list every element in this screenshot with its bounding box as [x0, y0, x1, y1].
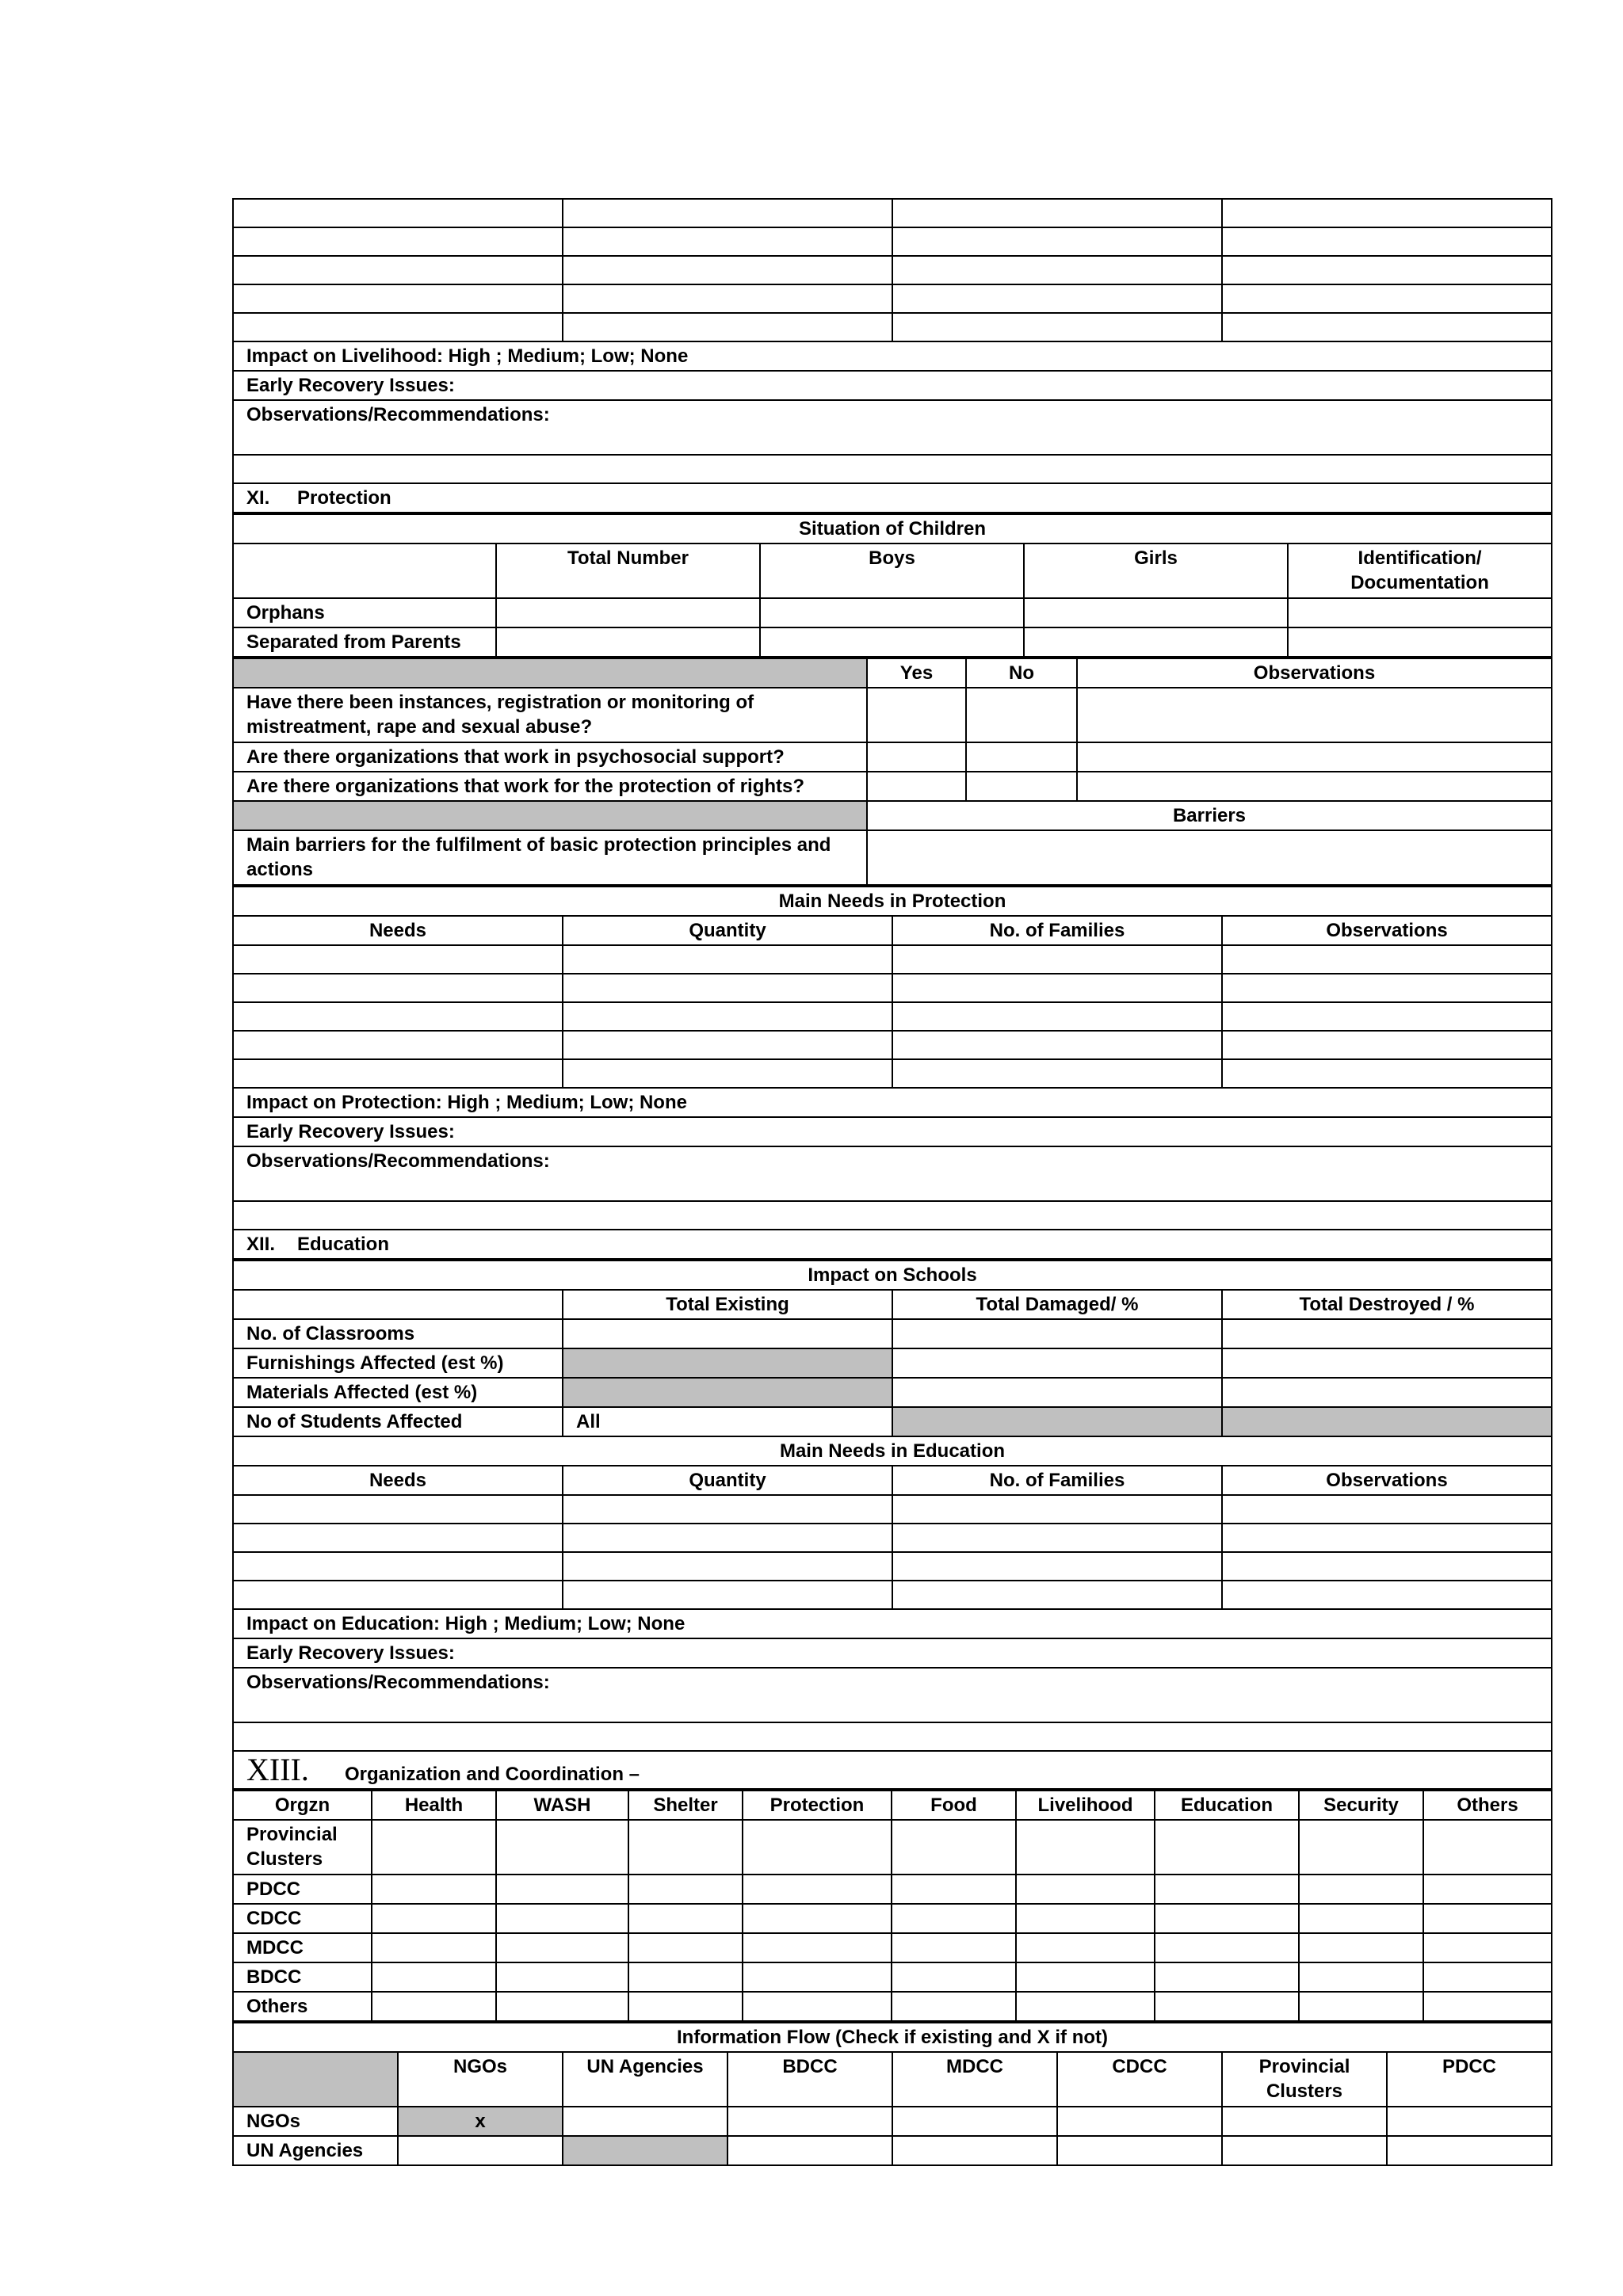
- assessment-form-sheet: [232, 198, 1551, 2166]
- table-cell[interactable]: [743, 1992, 892, 2021]
- table-cell[interactable]: [372, 1820, 496, 1875]
- table-cell[interactable]: [892, 1820, 1016, 1875]
- table-cell[interactable]: [1016, 1820, 1155, 1875]
- table-cell[interactable]: [1299, 1992, 1423, 2021]
- bdcc-header: BDCC: [727, 2052, 892, 2107]
- section-title: Protection: [297, 487, 391, 509]
- protection-header: Protection: [743, 1791, 892, 1820]
- bdcc-label: BDCC: [233, 1962, 372, 1992]
- coordination-table: [232, 1790, 1552, 2022]
- question-psychosocial: Are there organizations that work in psychosocial support?: [233, 742, 867, 772]
- observations-header: Observations: [1222, 1466, 1552, 1495]
- blank-row: [233, 455, 1552, 483]
- table-cell[interactable]: [1222, 1002, 1552, 1031]
- table-cell[interactable]: [233, 1581, 563, 1609]
- total-number-header: Total Number: [496, 543, 760, 598]
- health-header: Health: [372, 1791, 496, 1820]
- classrooms-label: No. of Classrooms: [233, 1319, 563, 1348]
- table-cell[interactable]: [372, 1875, 496, 1904]
- table-cell[interactable]: [743, 1933, 892, 1962]
- table-cell[interactable]: [563, 1059, 892, 1088]
- table-cell[interactable]: [892, 1031, 1222, 1059]
- table-cell[interactable]: [1024, 627, 1288, 657]
- section-title: Education: [297, 1234, 390, 1255]
- table-cell[interactable]: [233, 945, 563, 974]
- students-label: No of Students Affected: [233, 1407, 563, 1436]
- table-cell[interactable]: [760, 598, 1024, 627]
- children-title: Situation of Children: [233, 514, 1552, 543]
- table-cell[interactable]: [563, 256, 892, 284]
- separated-label: Separated from Parents: [233, 627, 496, 657]
- table-cell[interactable]: [563, 1524, 892, 1552]
- observations-header: Observations: [1077, 658, 1552, 688]
- orgzn-header: Orgzn: [233, 1791, 372, 1820]
- table-cell[interactable]: [233, 1524, 563, 1552]
- table-cell[interactable]: [1222, 1031, 1552, 1059]
- table-cell[interactable]: [892, 1524, 1222, 1552]
- education-needs-title: Main Needs in Education: [233, 1436, 1552, 1466]
- table-cell[interactable]: [743, 1875, 892, 1904]
- question-rights: Are there organizations that work for the protection of rights?: [233, 772, 867, 801]
- others-label: Others: [233, 1992, 372, 2021]
- table-cell[interactable]: [1299, 1820, 1423, 1875]
- total-existing-header: Total Existing: [563, 1290, 892, 1319]
- un-agencies-row-label: UN Agencies: [233, 2136, 398, 2165]
- protection-needs-table: [232, 886, 1552, 1260]
- shaded-cell: [563, 1348, 892, 1378]
- table-cell[interactable]: [563, 2107, 727, 2136]
- provincial-clusters-label: Provincial Clusters: [233, 1820, 372, 1875]
- table-cell[interactable]: [496, 1875, 628, 1904]
- table-cell[interactable]: [892, 1875, 1016, 1904]
- table-cell[interactable]: [1288, 598, 1552, 627]
- wash-header: WASH: [496, 1791, 628, 1820]
- needs-header: Needs: [233, 916, 563, 945]
- table-cell[interactable]: [892, 974, 1222, 1002]
- table-cell[interactable]: [966, 772, 1077, 801]
- table-cell[interactable]: [1299, 1933, 1423, 1962]
- table-cell[interactable]: [1222, 1495, 1552, 1524]
- shelter-header: Shelter: [628, 1791, 743, 1820]
- table-cell[interactable]: [966, 688, 1077, 742]
- education-impact: Impact on Education: High ; Medium; Low; None: [233, 1609, 1552, 1638]
- table-cell[interactable]: [892, 1552, 1222, 1581]
- coordination-section-heading: [233, 1751, 1552, 1789]
- table-cell[interactable]: [1387, 2107, 1552, 2136]
- table-cell[interactable]: [1299, 1904, 1423, 1933]
- table-cell[interactable]: [1155, 1962, 1299, 1992]
- table-cell[interactable]: [1222, 284, 1552, 313]
- table-cell[interactable]: [1155, 1933, 1299, 1962]
- table-cell[interactable]: [233, 1002, 563, 1031]
- section-number: XIII.: [246, 1752, 309, 1787]
- table-cell[interactable]: [1222, 974, 1552, 1002]
- table-cell[interactable]: [233, 1059, 563, 1088]
- table-cell[interactable]: [372, 1904, 496, 1933]
- table-cell[interactable]: [563, 974, 892, 1002]
- provincial-clusters-header: Provincial Clusters: [1222, 2052, 1387, 2107]
- table-cell[interactable]: [892, 1348, 1222, 1378]
- table-cell[interactable]: [867, 830, 1552, 885]
- table-cell[interactable]: [1222, 945, 1552, 974]
- table-cell[interactable]: [743, 1904, 892, 1933]
- table-cell[interactable]: [1016, 1962, 1155, 1992]
- children-table: [232, 513, 1552, 658]
- shaded-cell: [892, 1407, 1222, 1436]
- blank-row: [233, 1722, 1552, 1751]
- table-cell[interactable]: [628, 1820, 743, 1875]
- table-cell[interactable]: [1155, 1820, 1299, 1875]
- table-cell[interactable]: [867, 772, 966, 801]
- protection-observations: Observations/Recommendations:: [233, 1146, 1552, 1201]
- table-cell[interactable]: [563, 1581, 892, 1609]
- table-cell[interactable]: [1077, 772, 1552, 801]
- blank-header-cell: [233, 543, 496, 598]
- table-cell[interactable]: [892, 1002, 1222, 1031]
- table-cell[interactable]: [398, 2136, 563, 2165]
- pdcc-header: PDCC: [1387, 2052, 1552, 2107]
- total-destroyed-header: Total Destroyed / %: [1222, 1290, 1552, 1319]
- table-cell[interactable]: [1288, 627, 1552, 657]
- table-cell[interactable]: [892, 1059, 1222, 1088]
- table-cell[interactable]: [1016, 1992, 1155, 2021]
- ngos-row-label: NGOs: [233, 2107, 398, 2136]
- quantity-header: Quantity: [563, 1466, 892, 1495]
- education-header: Education: [1155, 1791, 1299, 1820]
- question-abuse: Have there been instances, registration or monitoring of mistreatment, rape and sexual abuse?: [233, 688, 867, 742]
- table-cell[interactable]: [372, 1962, 496, 1992]
- table-cell[interactable]: [563, 1002, 892, 1031]
- education-section-heading: [233, 1230, 1552, 1259]
- table-cell[interactable]: [1222, 1348, 1552, 1378]
- table-cell[interactable]: [892, 284, 1222, 313]
- table-cell[interactable]: [1423, 1933, 1552, 1962]
- girls-header: Girls: [1024, 543, 1288, 598]
- needs-header: Needs: [233, 1466, 563, 1495]
- families-header: No. of Families: [892, 1466, 1222, 1495]
- table-cell[interactable]: [1423, 1992, 1552, 2021]
- table-cell[interactable]: [1222, 1524, 1552, 1552]
- table-cell[interactable]: [867, 688, 966, 742]
- schools-title: Impact on Schools: [233, 1261, 1552, 1290]
- table-cell[interactable]: [1222, 256, 1552, 284]
- table-cell[interactable]: [1077, 742, 1552, 772]
- table-cell[interactable]: [743, 1820, 892, 1875]
- cdcc-header: CDCC: [1057, 2052, 1222, 2107]
- table-cell[interactable]: [496, 1933, 628, 1962]
- table-cell[interactable]: [1024, 598, 1288, 627]
- table-cell[interactable]: [628, 1904, 743, 1933]
- boys-header: Boys: [760, 543, 1024, 598]
- table-cell[interactable]: [1222, 227, 1552, 256]
- table-cell[interactable]: [496, 1992, 628, 2021]
- mdcc-label: MDCC: [233, 1933, 372, 1962]
- section-number: XII.: [246, 1234, 276, 1255]
- table-cell[interactable]: [233, 199, 563, 227]
- ngos-header: NGOs: [398, 2052, 563, 2107]
- table-cell[interactable]: [892, 1378, 1222, 1407]
- blank-row: [233, 1201, 1552, 1230]
- table-cell[interactable]: [563, 945, 892, 974]
- table-cell[interactable]: [1155, 1992, 1299, 2021]
- table-cell[interactable]: [628, 1962, 743, 1992]
- shaded-cell: [233, 801, 867, 830]
- table-cell[interactable]: [1222, 2136, 1387, 2165]
- table-cell[interactable]: [563, 284, 892, 313]
- section-number: XI.: [246, 487, 270, 509]
- table-cell[interactable]: [233, 227, 563, 256]
- table-cell[interactable]: [233, 1495, 563, 1524]
- table-cell[interactable]: [563, 1495, 892, 1524]
- protection-questions-table: [232, 658, 1552, 886]
- table-cell[interactable]: [1222, 313, 1552, 341]
- pdcc-label: PDCC: [233, 1875, 372, 1904]
- table-cell[interactable]: [1222, 2107, 1387, 2136]
- table-cell[interactable]: [1057, 2107, 1222, 2136]
- table-cell[interactable]: [892, 945, 1222, 974]
- cdcc-label: CDCC: [233, 1904, 372, 1933]
- table-cell[interactable]: [628, 1992, 743, 2021]
- table-cell[interactable]: [966, 742, 1077, 772]
- table-cell[interactable]: [1155, 1875, 1299, 1904]
- quantity-header: Quantity: [563, 916, 892, 945]
- un-agencies-header: UN Agencies: [563, 2052, 727, 2107]
- table-cell[interactable]: [372, 1933, 496, 1962]
- table-cell[interactable]: [1299, 1875, 1423, 1904]
- education-observations: Observations/Recommendations:: [233, 1668, 1552, 1722]
- shaded-cell: [563, 2136, 727, 2165]
- table-cell[interactable]: [1222, 199, 1552, 227]
- others-header: Others: [1423, 1791, 1552, 1820]
- protection-impact: Impact on Protection: High ; Medium; Low; None: [233, 1088, 1552, 1117]
- table-cell[interactable]: [496, 627, 760, 657]
- table-cell[interactable]: [892, 199, 1222, 227]
- table-cell[interactable]: [628, 1933, 743, 1962]
- table-cell[interactable]: [1299, 1962, 1423, 1992]
- table-cell[interactable]: [727, 2136, 892, 2165]
- table-cell[interactable]: [892, 2107, 1057, 2136]
- table-cell[interactable]: [1222, 1319, 1552, 1348]
- table-cell[interactable]: [233, 284, 563, 313]
- table-cell[interactable]: [563, 199, 892, 227]
- table-cell[interactable]: [233, 974, 563, 1002]
- education-table: [232, 1260, 1552, 1790]
- table-cell[interactable]: [892, 1962, 1016, 1992]
- table-cell[interactable]: [628, 1875, 743, 1904]
- livelihood-impact: Impact on Livelihood: High ; Medium; Low; None: [233, 341, 1552, 371]
- table-cell[interactable]: [563, 1031, 892, 1059]
- info-flow-title: Information Flow (Check if existing and X if not): [233, 2023, 1552, 2052]
- barriers-question: Main barriers for the fulfilment of basic protection principles and actions: [233, 830, 867, 885]
- food-header: Food: [892, 1791, 1016, 1820]
- security-header: Security: [1299, 1791, 1423, 1820]
- observations-header: Observations: [1222, 916, 1552, 945]
- families-header: No. of Families: [892, 916, 1222, 945]
- table-cell[interactable]: [1387, 2136, 1552, 2165]
- table-cell[interactable]: [233, 1031, 563, 1059]
- table-cell[interactable]: [892, 1319, 1222, 1348]
- mdcc-header: MDCC: [892, 2052, 1057, 2107]
- blank-header-cell: [233, 1290, 563, 1319]
- table-cell[interactable]: [233, 1552, 563, 1581]
- table-cell[interactable]: [1222, 1378, 1552, 1407]
- table-cell[interactable]: [743, 1962, 892, 1992]
- section-title: Organization and Coordination –: [345, 1764, 640, 1785]
- yes-header: Yes: [867, 658, 966, 688]
- livelihood-header: Livelihood: [1016, 1791, 1155, 1820]
- table-cell[interactable]: [372, 1992, 496, 2021]
- table-cell[interactable]: [496, 598, 760, 627]
- table-cell[interactable]: [760, 627, 1024, 657]
- table-cell[interactable]: [1423, 1962, 1552, 1992]
- table-cell[interactable]: [1423, 1904, 1552, 1933]
- table-cell[interactable]: [867, 742, 966, 772]
- table-cell[interactable]: [892, 313, 1222, 341]
- table-cell[interactable]: [892, 1495, 1222, 1524]
- table-cell[interactable]: [563, 1552, 892, 1581]
- table-cell[interactable]: [1016, 1933, 1155, 1962]
- table-cell[interactable]: [1016, 1904, 1155, 1933]
- materials-label: Materials Affected (est %): [233, 1378, 563, 1407]
- table-cell[interactable]: [1222, 1581, 1552, 1609]
- information-flow-table: [232, 2022, 1552, 2166]
- table-cell[interactable]: [496, 1962, 628, 1992]
- table-cell[interactable]: [892, 256, 1222, 284]
- total-damaged-header: Total Damaged/ %: [892, 1290, 1222, 1319]
- protection-early-recovery: Early Recovery Issues:: [233, 1117, 1552, 1146]
- furnishings-label: Furnishings Affected (est %): [233, 1348, 563, 1378]
- protection-section-heading: [233, 483, 1552, 513]
- table-cell[interactable]: [233, 256, 563, 284]
- education-early-recovery: Early Recovery Issues:: [233, 1638, 1552, 1668]
- identification-header: Identification/ Documentation: [1288, 543, 1552, 598]
- table-cell[interactable]: [892, 2136, 1057, 2165]
- table-cell[interactable]: [1077, 688, 1552, 742]
- livelihood-observations: Observations/Recommendations:: [233, 400, 1552, 455]
- table-cell[interactable]: [496, 1904, 628, 1933]
- table-cell[interactable]: [1423, 1875, 1552, 1904]
- table-cell[interactable]: [892, 1581, 1222, 1609]
- barriers-header: Barriers: [867, 801, 1552, 830]
- shaded-cell: [233, 2052, 398, 2107]
- shaded-cell: [1222, 1407, 1552, 1436]
- table-cell[interactable]: [1016, 1875, 1155, 1904]
- table-cell[interactable]: [233, 313, 563, 341]
- orphans-label: Orphans: [233, 598, 496, 627]
- table-cell[interactable]: [727, 2107, 892, 2136]
- table-cell[interactable]: [892, 1904, 1016, 1933]
- table-cell[interactable]: [1423, 1820, 1552, 1875]
- table-cell[interactable]: [563, 313, 892, 341]
- no-header: No: [966, 658, 1077, 688]
- shaded-cell: [563, 1378, 892, 1407]
- livelihood-table: [232, 198, 1552, 513]
- table-cell[interactable]: [563, 1319, 892, 1348]
- table-cell[interactable]: [892, 1992, 1016, 2021]
- livelihood-early-recovery: Early Recovery Issues:: [233, 371, 1552, 400]
- table-cell[interactable]: [892, 1933, 1016, 1962]
- ngo-self-mark: x: [398, 2107, 563, 2136]
- table-cell[interactable]: [1057, 2136, 1222, 2165]
- table-cell[interactable]: [892, 227, 1222, 256]
- table-cell[interactable]: [496, 1820, 628, 1875]
- table-cell[interactable]: [1155, 1904, 1299, 1933]
- shaded-cell: [233, 658, 867, 688]
- students-all-value: All: [563, 1407, 892, 1436]
- table-cell[interactable]: [563, 227, 892, 256]
- protection-needs-title: Main Needs in Protection: [233, 887, 1552, 916]
- table-cell[interactable]: [1222, 1552, 1552, 1581]
- table-cell[interactable]: [1222, 1059, 1552, 1088]
